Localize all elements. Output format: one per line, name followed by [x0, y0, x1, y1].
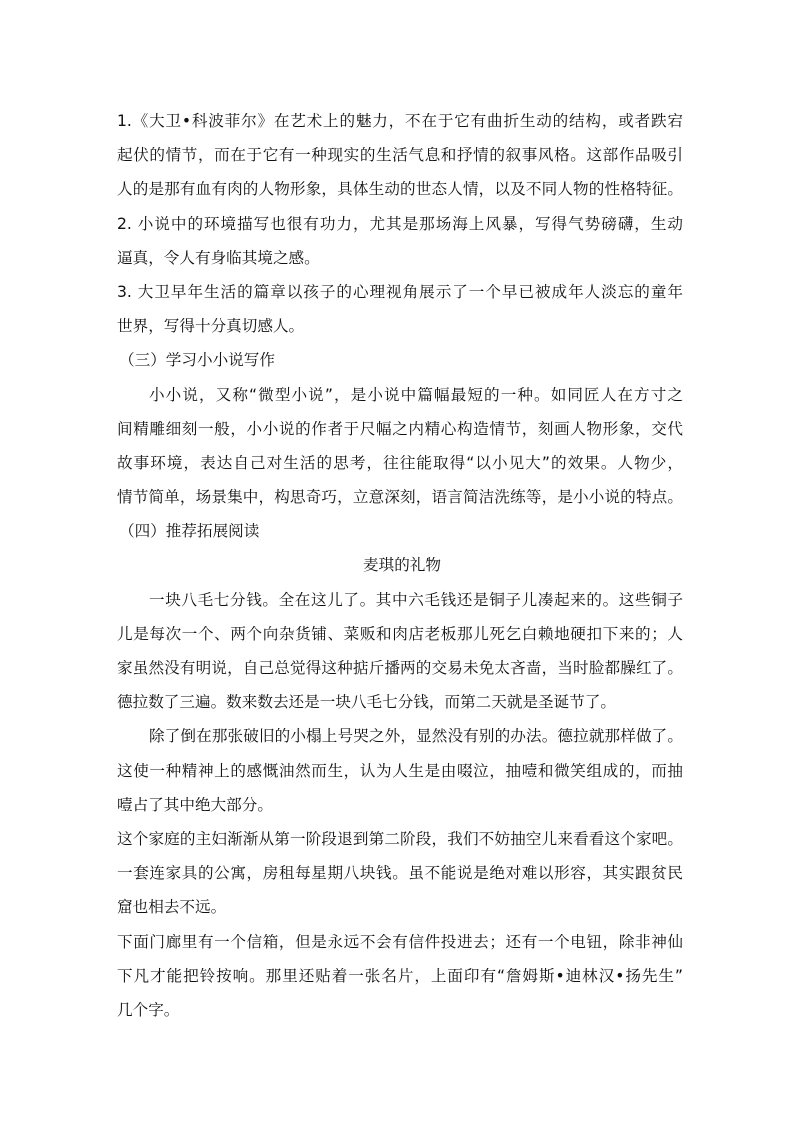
paragraph-line: 一块八毛七分钱。全在这儿了。其中六毛钱还是铜子儿凑起来的。这些铜子 [149, 590, 683, 609]
paragraph-line: 逼真，令人有身临其境之感。 [117, 248, 320, 267]
paragraph-line: 小小说，又称“微型小说”，是小说中篇幅最短的一种。如同匠人在方寸之 [149, 385, 683, 404]
section-heading: （三）学习小小说写作 [119, 351, 275, 370]
paragraph-line: 世界，写得十分真切感人。 [117, 317, 305, 336]
paragraph-line: 下面门廊里有一个信箱，但是永远不会有信件投进去；还有一个电钮，除非神仙 [117, 932, 683, 951]
paragraph-line: 窟也相去不远。 [117, 898, 227, 917]
paragraph-line: 除了倒在那张破旧的小榻上号哭之外，显然没有别的办法。德拉就那样做了。 [149, 727, 683, 746]
document-body [117, 104, 683, 1027]
paragraph-line: 1.《大卫•科波菲尔》在艺术上的魅力，不在于它有曲折生动的结构，或者跌宕 [117, 112, 683, 130]
paragraph-line: 故事环境，表达自己对生活的思考，往往能取得“以小见大”的效果。人物少， [117, 453, 683, 472]
paragraph-line: 2. 小说中的环境描写也很有功力，尤其是那场海上风暴，写得气势磅礴，生动 [117, 214, 683, 233]
paragraph-line: 噎占了其中绝大部分。 [117, 795, 273, 814]
section-heading: （四）推荐拓展阅读 [119, 522, 260, 541]
paragraph-line: 3. 大卫早年生活的篇章以孩子的心理视角展示了一个早已被成年人淡忘的童年 [117, 282, 683, 301]
paragraph-line: 起伏的情节，而在于它有一种现实的生活气息和抒情的叙事风格。这部作品吸引 [117, 146, 683, 165]
paragraph-line: 人的是那有血有肉的人物形象，具体生动的世态人情，以及不同人物的性格特征。 [117, 180, 683, 199]
paragraph-line: 间精雕细刻一般，小小说的作者于尺幅之内精心构造情节，刻画人物形象，交代 [117, 419, 683, 438]
paragraph-line: 这个家庭的主妇渐渐从第一阶段退到第二阶段，我们不妨抽空儿来看看这个家吧。 [117, 829, 683, 848]
paragraph-line: 几个字。 [117, 1000, 180, 1019]
paragraph-line: 儿是每次一个、两个向杂货铺、菜贩和肉店老板那儿死乞白赖地硬扣下来的；人 [117, 624, 683, 643]
paragraph-line: 家虽然没有明说，自己总觉得这种掂斤播两的交易未免太吝啬，当时脸都臊红了。 [117, 659, 683, 677]
story-title: 麦琪的礼物 [363, 556, 441, 575]
paragraph-line: 下凡才能把铃按响。那里还贴着一张名片，上面印有“詹姆斯•迪林汉•扬先生” [117, 966, 683, 985]
paragraph-line: 情节简单，场景集中，构思奇巧，立意深刻，语言简洁洗练等，是小小说的特点。 [117, 488, 683, 507]
paragraph-line: 这使一种精神上的感慨油然而生，认为人生是由啜泣，抽噎和微笑组成的，而抽 [117, 761, 683, 780]
paragraph-line: 一套连家具的公寓，房租每星期八块钱。虽不能说是绝对难以形容，其实跟贫民 [117, 864, 683, 883]
paragraph-line: 德拉数了三遍。数来数去还是一块八毛七分钱，而第二天就是圣诞节了。 [117, 693, 617, 712]
